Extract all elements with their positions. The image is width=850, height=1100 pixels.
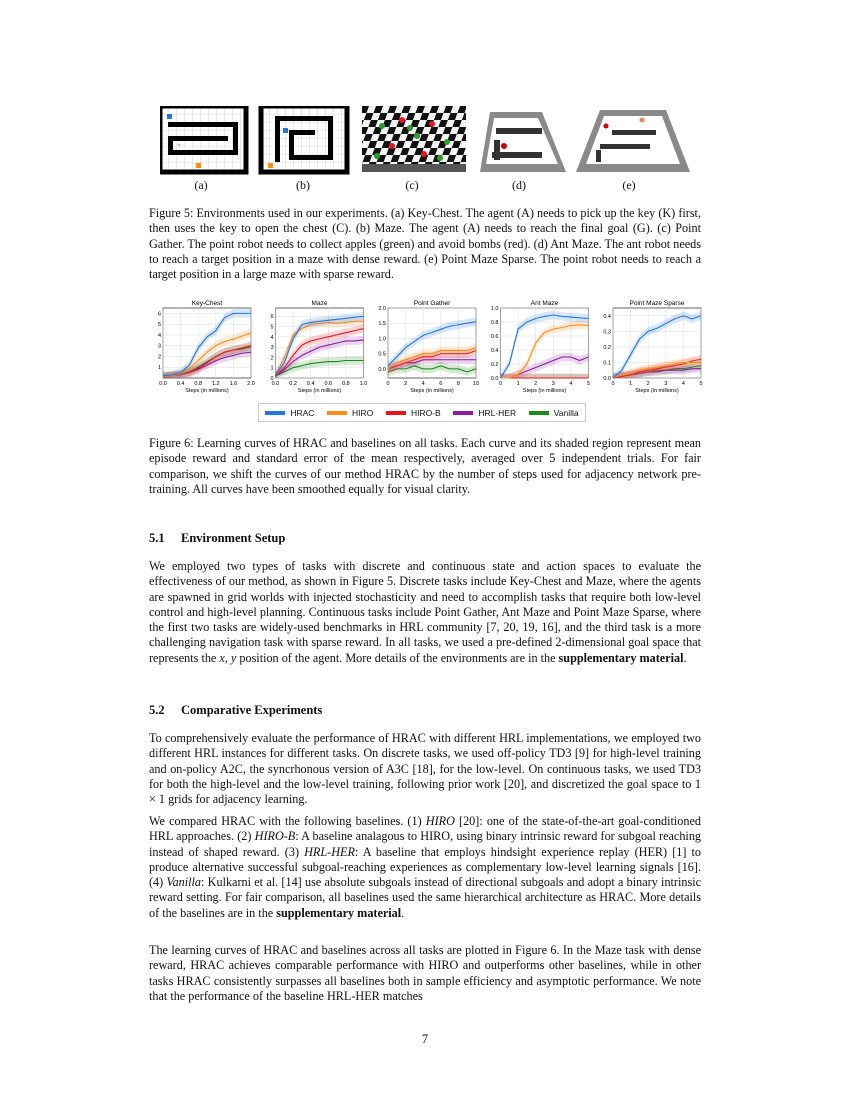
y-tick-label: 3 [270,345,274,352]
x-tick-label: 2 [646,381,650,387]
legend-label: HIRO-B [410,407,441,418]
legend-label: HIRO [352,407,374,418]
legend-swatch [327,411,347,415]
y-tick-label: 4 [157,332,161,339]
section-5-2-paragraph-1 [149,731,701,807]
legend-item-hiro-b [386,408,441,418]
section-5-1-paragraph [149,559,701,666]
x-tick-label: 1 [629,381,633,387]
figure6-caption: Figure 6: Learning curves of HRAC and baselines on all tasks. Each curve and its shaded region represent mean episode reward and standard error of the mean respectively, averaged over 5 independent trials. For fair comparison, we shift the curves of our method HRAC by the number of steps used for adjacency network pre-training. All curves have been smoothed equally for visual clarity. [149,436,701,496]
fig5-label-e: (e) [622,178,636,192]
section-number: 5.2 [149,703,165,717]
section-5-2-paragraph-3: The learning curves of HRAC and baselines across all tasks are plotted in Figure 6. In the Maze task with dense reward, HRAC achieves comparable performance with HIRO and outperforms other baselines, while in other tasks HRAC consistently surpasses all baselines both in sample efficiency and asymptotic performance. We note that the performance of the baseline HRL-HER matches [149,943,701,1003]
y-tick-label: 0.4 [490,348,499,354]
x-tick-label: 0.8 [194,381,203,387]
chart-panel-4 [603,300,702,394]
bold-ref: supplementary material [558,650,684,665]
env-ant-maze [480,112,566,172]
x-tick-label: 0.4 [176,381,185,387]
y-tick-label: 6 [270,314,274,321]
fig5-label-d: (d) [512,178,526,192]
x-tick-label: 1.0 [359,381,368,387]
chart-title: Ant Maze [530,300,559,307]
legend-swatch [386,411,406,415]
y-tick-label: 0.3 [603,329,611,336]
baseline-name: Vanilla [166,875,202,890]
text-run: grids for adjacency learning. [165,792,308,807]
y-tick-label: 5 [157,322,161,329]
x-tick-label: 0 [498,381,503,387]
env-point-maze-sparse [576,110,690,172]
fig5-label-c: (c) [405,178,419,192]
x-tick-label: 0.4 [306,381,315,387]
y-tick-label: 1 [157,365,161,372]
legend-item-hrl-her [453,408,516,418]
math-grid: 1 × 1 [149,776,701,807]
text-run: position of the agent. More details of the environments are in the [236,650,559,665]
y-tick-label: 6 [157,311,161,318]
text-run: : A baseline analagous to HIRO, using binary intrinsic reward for subgoal reaching instead of shaped reward. (3) [149,829,702,859]
y-tick-label: 0.0 [490,376,499,382]
x-tick-label: 2.0 [247,381,255,387]
legend-label: HRAC [290,407,315,418]
x-tick-label: 0.2 [289,381,297,387]
chart-title: Point Gather [413,300,451,307]
y-tick-label: 3 [157,343,161,350]
x-tick-label: 1.2 [211,381,220,387]
legend-item-hiro [327,408,373,418]
x-tick-label: 10 [472,381,480,387]
y-tick-label: 1.5 [378,321,386,328]
legend-item-vanilla [529,408,579,418]
fig5-label-b: (b) [296,178,310,192]
x-tick-label: 0.8 [342,381,350,387]
agent-marker [167,114,172,119]
chart-panel-2 [378,300,479,394]
figure6-learning-curves [145,298,705,400]
x-axis-label: Steps (in millions) [522,388,567,394]
baseline-name: HIRO [425,814,455,828]
legend-swatch [529,411,549,415]
x-tick-label: 0.0 [271,381,280,387]
y-tick-label: 5 [270,324,274,331]
bold-ref: supplementary material [276,905,402,920]
y-tick-label: 2 [270,355,274,362]
x-tick-label: 2 [404,381,408,387]
chart-panel-3 [491,300,590,394]
y-tick-label: 0.1 [603,360,611,367]
text-run: . [683,650,687,665]
y-tick-label: 0.2 [490,362,499,368]
y-tick-label: 0.0 [378,366,386,373]
x-tick-label: 1.6 [229,381,238,387]
text-run: To comprehensively evaluate the performance of HRAC with different HRL implementations, we employed two different HRL instances for different tasks. On discrete tasks, we used off-policy TD3 [9] for high-level training and on-policy A2C, the syncrhonous version of A3C [18], for the low-level. On continuous tasks, we used TD3 for both the high-level and the low-level training, following prior work [20], and discretized the goal space to [149,731,701,791]
x-axis-label: Steps (in millions) [410,388,454,394]
y-tick-label: 0.8 [490,320,499,326]
chart-panel-1 [270,300,367,394]
x-tick-label: 4 [421,381,425,387]
x-tick-label: 4 [681,381,685,387]
x-tick-label: 3 [551,381,555,387]
chest-marker [196,163,201,168]
page-number: 7 [421,1032,429,1046]
x-axis-label: Steps (in millions) [635,388,679,394]
x-tick-label: 3 [664,381,668,387]
section-title: Environment Setup [181,531,286,545]
x-tick-label: 1 [516,381,520,387]
x-tick-label: 0 [386,381,390,387]
text-run: We employed two types of tasks with discrete and continuous state and action spaces to evaluate the effectiveness of our method, as shown in Figure 5. Discrete tasks include Key-Chest and Maze, where the agents are spawned in grid worlds with injected stochasticity and need to accomplish tasks that require both low-level control and high-level planning. Continuous tasks include Point Gather, Ant Maze and Point Maze Sparse, where the first two tasks are widely-used benchmarks in HRL community [7, 20, 19, 16], and the third task is a more challenging navigation task with sparse reward. In all tasks, we used a pre-defined 2-dimensional goal space that represents the [149,559,701,665]
legend-label: Vanilla [553,407,579,418]
figure5-caption: Figure 5: Environments used in our experiments. (a) Key-Chest. The agent (A) needs to pick up the key (K) first, then uses the key to open the chest (C). (b) Maze. The agent (A) needs to reach the final goal (G). (c) Point Gather. The point robot needs to collect apples (green) and avoid bombs (red). (d) Ant Maze. The ant robot needs to reach a target position in a maze with dense reward. (e) Point Maze Sparse. The point robot needs to reach a target position in a large maze with sparse reward. [149,206,701,282]
y-tick-label: 0 [270,376,274,382]
y-tick-label: 2.0 [378,306,386,312]
figure5-environments [160,106,690,176]
x-tick-label: 0.6 [324,381,333,387]
fig5-label-a: (a) [194,178,208,192]
x-tick-label: 5 [586,381,591,387]
x-tick-label: 6 [439,381,443,387]
x-tick-label: 0 [611,381,615,387]
text-run: We compared HRAC with the following baselines. (1) [149,814,426,828]
y-tick-label: 0.4 [603,313,611,320]
y-tick-label: 1.0 [490,306,499,312]
legend-label: HRL-HER [478,407,517,418]
x-axis-label: Steps (in millions) [297,388,342,394]
text-run: : A baseline that employs hindsight experience replay (HER) [1] to produce alternative successful subgoal-reaching experiences as complementary low-level learning signals [16]. (4) [149,844,702,890]
y-tick-label: 0.2 [603,344,611,351]
baseline-name: HIRO-B [254,829,296,844]
legend-swatch [265,411,285,415]
chart-panel-0 [158,300,255,394]
x-tick-label: 0.0 [159,381,167,387]
x-tick-label: 8 [456,381,460,387]
x-axis-label: Steps (in millions) [185,388,229,394]
text-run: , [224,650,231,665]
x-tick-label: 4 [569,381,573,387]
section-5-2-paragraph-2 [149,814,701,921]
baseline-name: HRL-HER [304,844,355,859]
legend-item-hrac [265,408,314,418]
key-marker: K [178,142,181,147]
text-run: : Kulkarni et al. [14] use absolute subgoals instead of directional subgoals and adopt a binary intrinsic reward setting. For fair comparison, all baselines used the same hierarchical architecture as HRAC. More details of the baselines are in the [149,875,701,920]
chart-title: Maze [311,300,328,307]
y-tick-label: 0.6 [490,334,499,340]
y-tick-label: 1.0 [378,336,386,343]
math-y: y [230,650,237,665]
text-run: [20]: one of the state-of-the-art goal-conditioned HRL approaches. (2) [149,814,701,844]
env-maze [261,106,347,172]
chart-legend [258,403,586,422]
y-tick-label: 4 [270,334,274,341]
y-tick-label: 2 [157,354,161,361]
section-5-1-heading [149,531,285,546]
section-number: 5.1 [149,531,165,545]
x-tick-label: 2 [534,381,538,387]
env-point-gather [362,106,466,172]
section-5-2-heading [149,703,322,718]
y-tick-label: 1 [270,365,274,372]
math-x: x [219,650,225,665]
env-key-chest [160,106,246,172]
y-tick-label: 0.0 [603,376,611,382]
legend-swatch [453,411,473,415]
y-tick-label: 0.5 [378,351,386,358]
chart-title: Key-Chest [191,300,223,307]
section-title: Comparative Experiments [181,703,323,717]
text-run: . [401,905,405,920]
chart-title: Point Maze Sparse [629,300,685,307]
x-tick-label: 5 [699,381,703,387]
